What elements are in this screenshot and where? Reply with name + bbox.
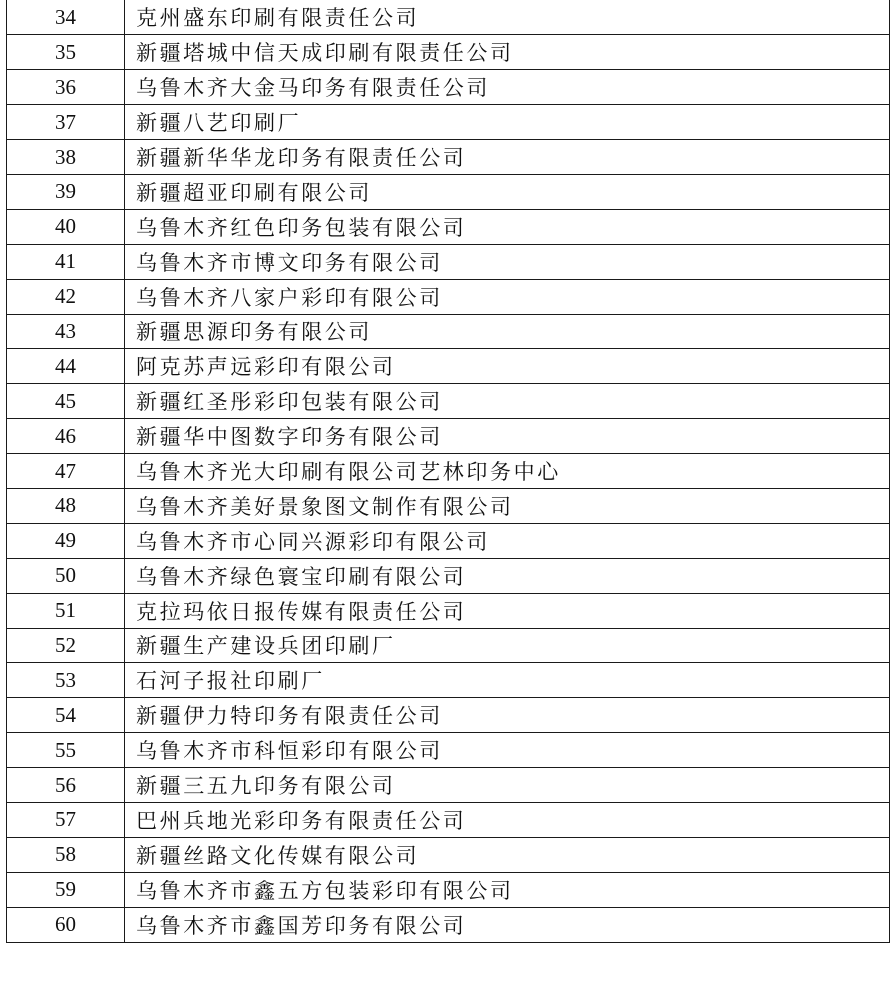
table-row bbox=[7, 768, 890, 803]
row-number: 46 bbox=[7, 419, 125, 454]
row-number: 59 bbox=[7, 872, 125, 907]
company-name: 乌鲁木齐绿色寰宝印刷有限公司 bbox=[125, 558, 890, 593]
company-name: 乌鲁木齐市鑫五方包装彩印有限公司 bbox=[125, 872, 890, 907]
table-row bbox=[7, 209, 890, 244]
table-row bbox=[7, 140, 890, 175]
company-name: 乌鲁木齐市博文印务有限公司 bbox=[125, 244, 890, 279]
table-row bbox=[7, 837, 890, 872]
row-number: 57 bbox=[7, 802, 125, 837]
company-name: 新疆红圣彤彩印包装有限公司 bbox=[125, 384, 890, 419]
table-row bbox=[7, 663, 890, 698]
company-name: 乌鲁木齐市心同兴源彩印有限公司 bbox=[125, 523, 890, 558]
company-name: 乌鲁木齐八家户彩印有限公司 bbox=[125, 279, 890, 314]
row-number: 60 bbox=[7, 907, 125, 942]
company-name: 乌鲁木齐市鑫国芳印务有限公司 bbox=[125, 907, 890, 942]
table-row bbox=[7, 558, 890, 593]
table-row bbox=[7, 35, 890, 70]
row-number: 44 bbox=[7, 349, 125, 384]
table-row bbox=[7, 244, 890, 279]
row-number: 45 bbox=[7, 384, 125, 419]
table-row bbox=[7, 907, 890, 942]
table-row bbox=[7, 698, 890, 733]
table-row bbox=[7, 279, 890, 314]
company-name: 新疆华中图数字印务有限公司 bbox=[125, 419, 890, 454]
row-number: 41 bbox=[7, 244, 125, 279]
company-name: 石河子报社印刷厂 bbox=[125, 663, 890, 698]
table-row bbox=[7, 593, 890, 628]
table-row bbox=[7, 523, 890, 558]
row-number: 42 bbox=[7, 279, 125, 314]
table-row bbox=[7, 70, 890, 105]
row-number: 55 bbox=[7, 733, 125, 768]
row-number: 51 bbox=[7, 593, 125, 628]
table-row bbox=[7, 454, 890, 489]
row-number: 38 bbox=[7, 140, 125, 175]
row-number: 52 bbox=[7, 628, 125, 663]
table-row bbox=[7, 802, 890, 837]
company-name: 乌鲁木齐市科恒彩印有限公司 bbox=[125, 733, 890, 768]
company-name: 乌鲁木齐光大印刷有限公司艺林印务中心 bbox=[125, 454, 890, 489]
company-name: 乌鲁木齐红色印务包装有限公司 bbox=[125, 209, 890, 244]
table-row bbox=[7, 0, 890, 35]
company-name: 乌鲁木齐大金马印务有限责任公司 bbox=[125, 70, 890, 105]
company-name: 新疆丝路文化传媒有限公司 bbox=[125, 837, 890, 872]
table-row bbox=[7, 314, 890, 349]
company-name: 阿克苏声远彩印有限公司 bbox=[125, 349, 890, 384]
company-name: 新疆新华华龙印务有限责任公司 bbox=[125, 140, 890, 175]
row-number: 56 bbox=[7, 768, 125, 803]
row-number: 40 bbox=[7, 209, 125, 244]
table-row bbox=[7, 872, 890, 907]
row-number: 49 bbox=[7, 523, 125, 558]
table-row bbox=[7, 733, 890, 768]
row-number: 37 bbox=[7, 105, 125, 140]
row-number: 54 bbox=[7, 698, 125, 733]
company-name: 乌鲁木齐美好景象图文制作有限公司 bbox=[125, 488, 890, 523]
row-number: 50 bbox=[7, 558, 125, 593]
table-row bbox=[7, 384, 890, 419]
company-name: 新疆塔城中信天成印刷有限责任公司 bbox=[125, 35, 890, 70]
company-name: 新疆生产建设兵团印刷厂 bbox=[125, 628, 890, 663]
row-number: 47 bbox=[7, 454, 125, 489]
row-number: 34 bbox=[7, 0, 125, 35]
row-number: 53 bbox=[7, 663, 125, 698]
row-number: 36 bbox=[7, 70, 125, 105]
row-number: 58 bbox=[7, 837, 125, 872]
table-row bbox=[7, 628, 890, 663]
table-row bbox=[7, 174, 890, 209]
company-name: 新疆思源印务有限公司 bbox=[125, 314, 890, 349]
company-list-body bbox=[7, 0, 890, 942]
row-number: 39 bbox=[7, 174, 125, 209]
row-number: 48 bbox=[7, 488, 125, 523]
company-name: 克州盛东印刷有限责任公司 bbox=[125, 0, 890, 35]
row-number: 43 bbox=[7, 314, 125, 349]
company-name: 新疆八艺印刷厂 bbox=[125, 105, 890, 140]
company-name: 克拉玛依日报传媒有限责任公司 bbox=[125, 593, 890, 628]
company-name: 巴州兵地光彩印务有限责任公司 bbox=[125, 802, 890, 837]
table-row bbox=[7, 488, 890, 523]
company-name: 新疆超亚印刷有限公司 bbox=[125, 174, 890, 209]
table-row bbox=[7, 349, 890, 384]
company-list-table bbox=[6, 0, 890, 943]
table-row bbox=[7, 105, 890, 140]
company-name: 新疆伊力特印务有限责任公司 bbox=[125, 698, 890, 733]
row-number: 35 bbox=[7, 35, 125, 70]
table-row bbox=[7, 419, 890, 454]
company-name: 新疆三五九印务有限公司 bbox=[125, 768, 890, 803]
